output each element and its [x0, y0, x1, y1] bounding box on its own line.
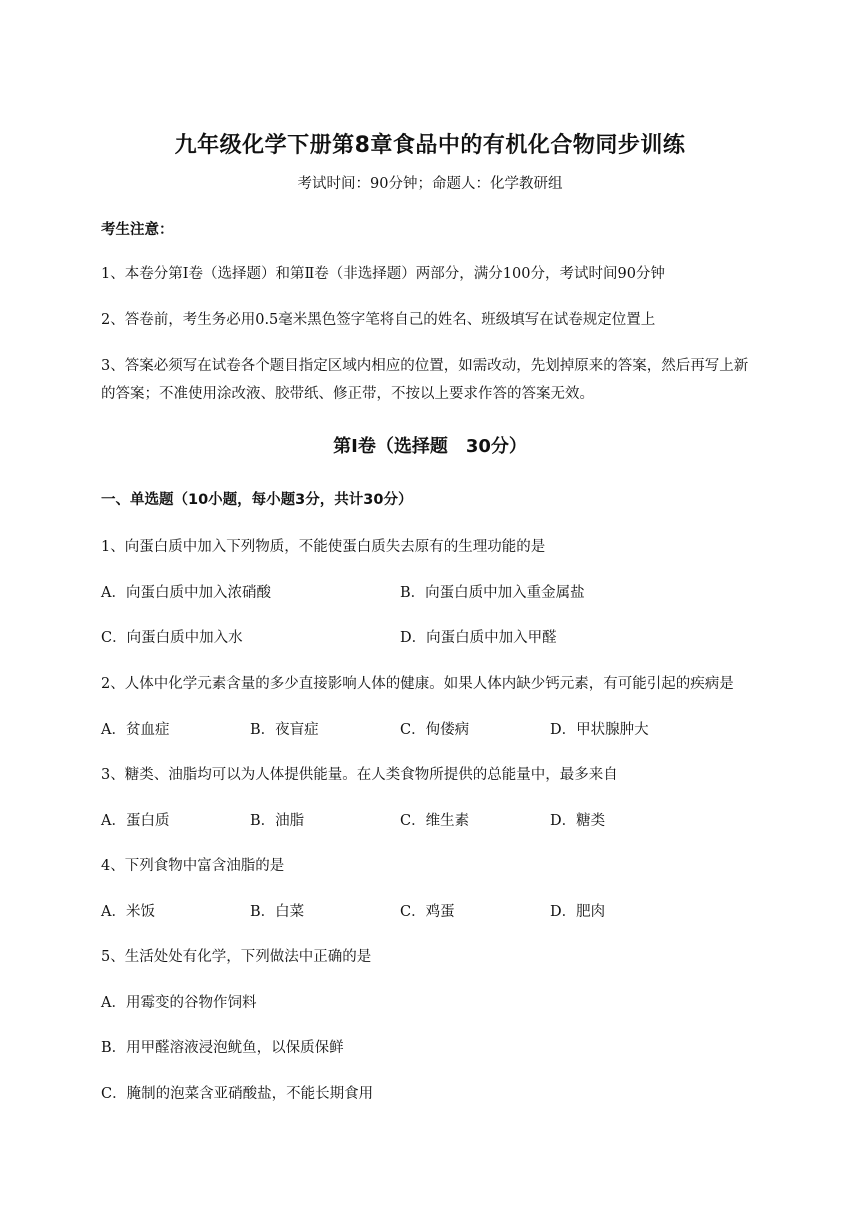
notice-item: 的答案；不准使用涂改液、胶带纸、修正带，不按以上要求作答的答案无效。 [101, 386, 594, 402]
notice-item: 1、本卷分第Ⅰ卷（选择题）和第Ⅱ卷（非选择题）两部分，满分100分，考试时间90分钟 [101, 266, 665, 282]
notice-item: 3、答案必须写在试卷各个题目指定区域内相应的位置，如需改动，先划掉原来的答案，然后再写上新 [101, 358, 749, 374]
section-title: 第Ⅰ卷（选择题 30分） [333, 436, 527, 457]
question-stem: 5、生活处处有化学，下列做法中正确的是 [101, 949, 372, 965]
answer-option: A．米饭 [101, 904, 155, 920]
answer-option: D．向蛋白质中加入甲醛 [400, 630, 557, 646]
answer-option: B．夜盲症 [250, 722, 319, 738]
answer-option: A．用霉变的谷物作饲料 [101, 995, 257, 1011]
answer-option: A．贫血症 [101, 722, 170, 738]
answer-option: D．糖类 [550, 813, 606, 829]
notice-heading: 考生注意： [101, 222, 174, 238]
question-stem: 3、糖类、油脂均可以为人体提供能量。在人类食物所提供的总能量中，最多来自 [101, 767, 618, 783]
answer-option: D．肥肉 [550, 904, 606, 920]
question-stem: 4、下列食物中富含油脂的是 [101, 858, 285, 874]
answer-option: C．鸡蛋 [400, 904, 455, 920]
answer-option: B．油脂 [250, 813, 305, 829]
answer-option: C．佝偻病 [400, 722, 470, 738]
answer-option: A．蛋白质 [101, 813, 170, 829]
question-stem: 2、人体中化学元素含量的多少直接影响人体的健康。如果人体内缺少钙元素，有可能引起的疾病是 [101, 676, 734, 692]
answer-option: B．白菜 [250, 904, 305, 920]
answer-option: B．用甲醛溶液浸泡鱿鱼，以保质保鲜 [101, 1040, 344, 1056]
page-title: 九年级化学下册第8章食品中的有机化合物同步训练 [174, 133, 686, 158]
answer-option: C．维生素 [400, 813, 470, 829]
answer-option: C．腌制的泡菜含亚硝酸盐，不能长期食用 [101, 1086, 374, 1102]
answer-option: C．向蛋白质中加入水 [101, 630, 243, 646]
question-stem: 1、向蛋白质中加入下列物质，不能使蛋白质失去原有的生理功能的是 [101, 539, 546, 555]
answer-option: B．向蛋白质中加入重金属盐 [400, 585, 585, 601]
notice-item: 2、答卷前，考生务必用0.5毫米黑色签字笔将自己的姓名、班级填写在试卷规定位置上 [101, 312, 656, 328]
part-heading: 一、单选题（10小题，每小题3分，共计30分） [101, 492, 413, 508]
answer-option: D．甲状腺肿大 [550, 722, 649, 738]
exam-info: 考试时间：90分钟；命题人：化学教研组 [297, 176, 563, 192]
answer-option: A．向蛋白质中加入浓硝酸 [101, 585, 271, 601]
